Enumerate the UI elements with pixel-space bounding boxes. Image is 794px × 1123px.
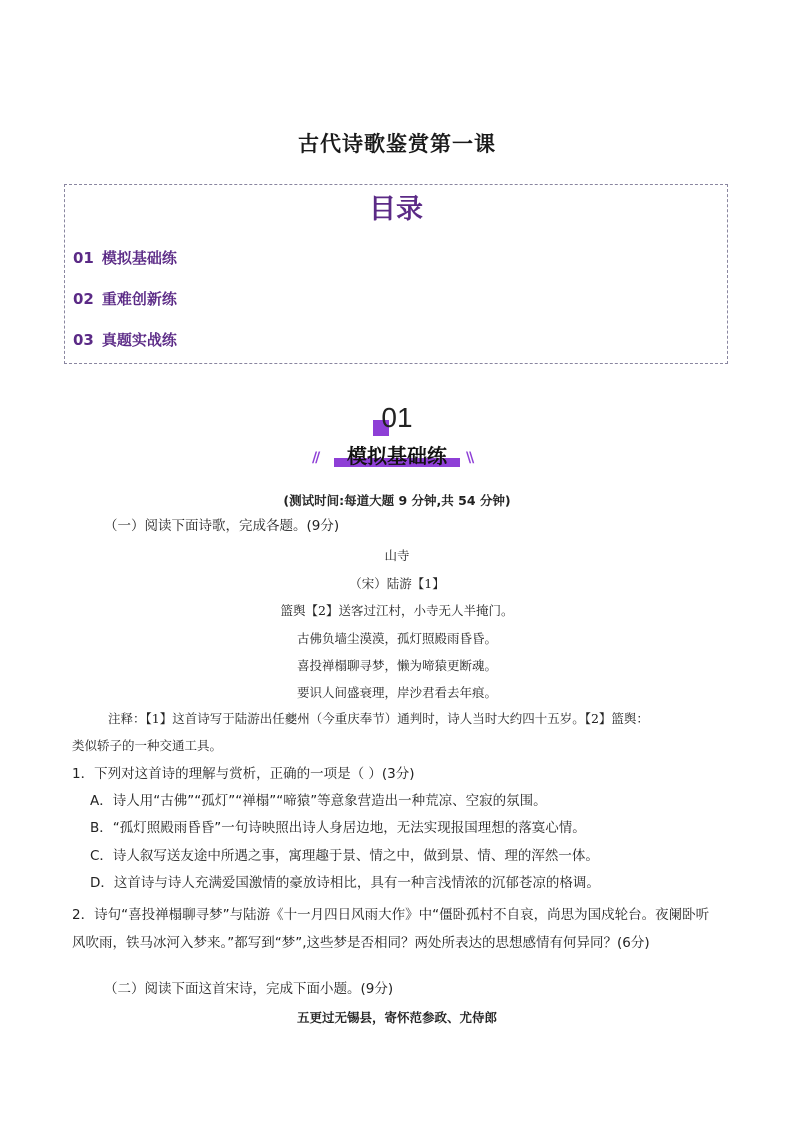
poem-line-3: 喜投禅榻聊寻梦，懒为啼猿更断魂。 <box>296 658 497 673</box>
toc-item-label: 模拟基础练 <box>101 249 177 267</box>
poem-line-1: 篮舆【2】送客过江村，小寺无人半掩门。 <box>280 603 514 618</box>
poem-2-title: 五更过无锡县，寄怀范参政、尤侍郎 <box>296 1010 497 1025</box>
toc-item-1[interactable] <box>73 247 177 268</box>
page-title: 古代诗歌鉴赏第一课 <box>298 132 496 156</box>
section-header <box>0 402 794 472</box>
question-2: 2．诗句“喜投禅榻聊寻梦”与陆游《十一月四日风雨大作》中“僵卧孤村不自哀，尚思为国戍轮台。夜阑卧听风吹雨，铁马冰河入梦来。”都写到“梦”,这些梦是否相同？两处所表达的思想感情有何异同？(6分) <box>72 907 710 951</box>
test-time-note: (测试时间:每道大题 9 分钟,共 54 分钟) <box>283 493 511 508</box>
toc-heading: 目录 <box>369 194 423 225</box>
section-number: 01 <box>381 402 413 433</box>
question-1-option-d[interactable]: D．这首诗与诗人充满爱国激情的豪放诗相比，具有一种言浅情浓的沉郁苍凉的格调。 <box>90 875 600 891</box>
question-1-option-c[interactable]: C．诗人叙写送友途中所遇之事，寓理趣于景、情之中，做到景、情、理的浑然一体。 <box>90 848 599 864</box>
poem-line-2: 古佛负墙尘漠漠，孤灯照殿雨昏昏。 <box>296 631 497 646</box>
poem-author: （宋）陆游【1】 <box>349 576 445 591</box>
toc-item-label: 真题实战练 <box>101 331 177 349</box>
poem-line-4: 要识人间盛衰理，岸沙君看去年痕。 <box>296 685 497 700</box>
poem-title: 山寺 <box>384 548 410 563</box>
toc-item-number: 02 <box>73 290 94 308</box>
toc-item-2[interactable] <box>73 288 177 309</box>
table-of-contents <box>64 184 728 364</box>
toc-item-3[interactable] <box>73 329 177 350</box>
left-slash-decoration: // <box>312 450 319 466</box>
toc-item-number: 03 <box>73 331 94 349</box>
right-slash-decoration: \\ <box>466 450 473 466</box>
question-1-stem: 1．下列对这首诗的理解与赏析，正确的一项是（ ）(3分) <box>72 766 415 782</box>
question-1-option-a[interactable]: A．诗人用“古佛”“孤灯”“禅榻”“啼猿”等意象营造出一种荒凉、空寂的氛围。 <box>90 793 547 809</box>
poem-note-line-1: 注释：【1】这首诗写于陆游出任夔州（今重庆奉节）通判时，诗人当时大约四十五岁。【2】篮舆： <box>108 711 649 726</box>
section-title: 模拟基础练 <box>347 444 447 468</box>
poem-note-line-2: 类似轿子的一种交通工具。 <box>72 738 223 753</box>
toc-item-number: 01 <box>73 249 94 267</box>
part1-intro: （一）阅读下面诗歌，完成各题。(9分) <box>104 518 340 534</box>
toc-item-label: 重难创新练 <box>101 290 177 308</box>
question-1-option-b[interactable]: B．“孤灯照殿雨昏昏”一句诗映照出诗人身居边地，无法实现报国理想的落寞心情。 <box>90 820 586 836</box>
part2-intro: （二）阅读下面这首宋诗，完成下面小题。(9分) <box>104 981 394 997</box>
